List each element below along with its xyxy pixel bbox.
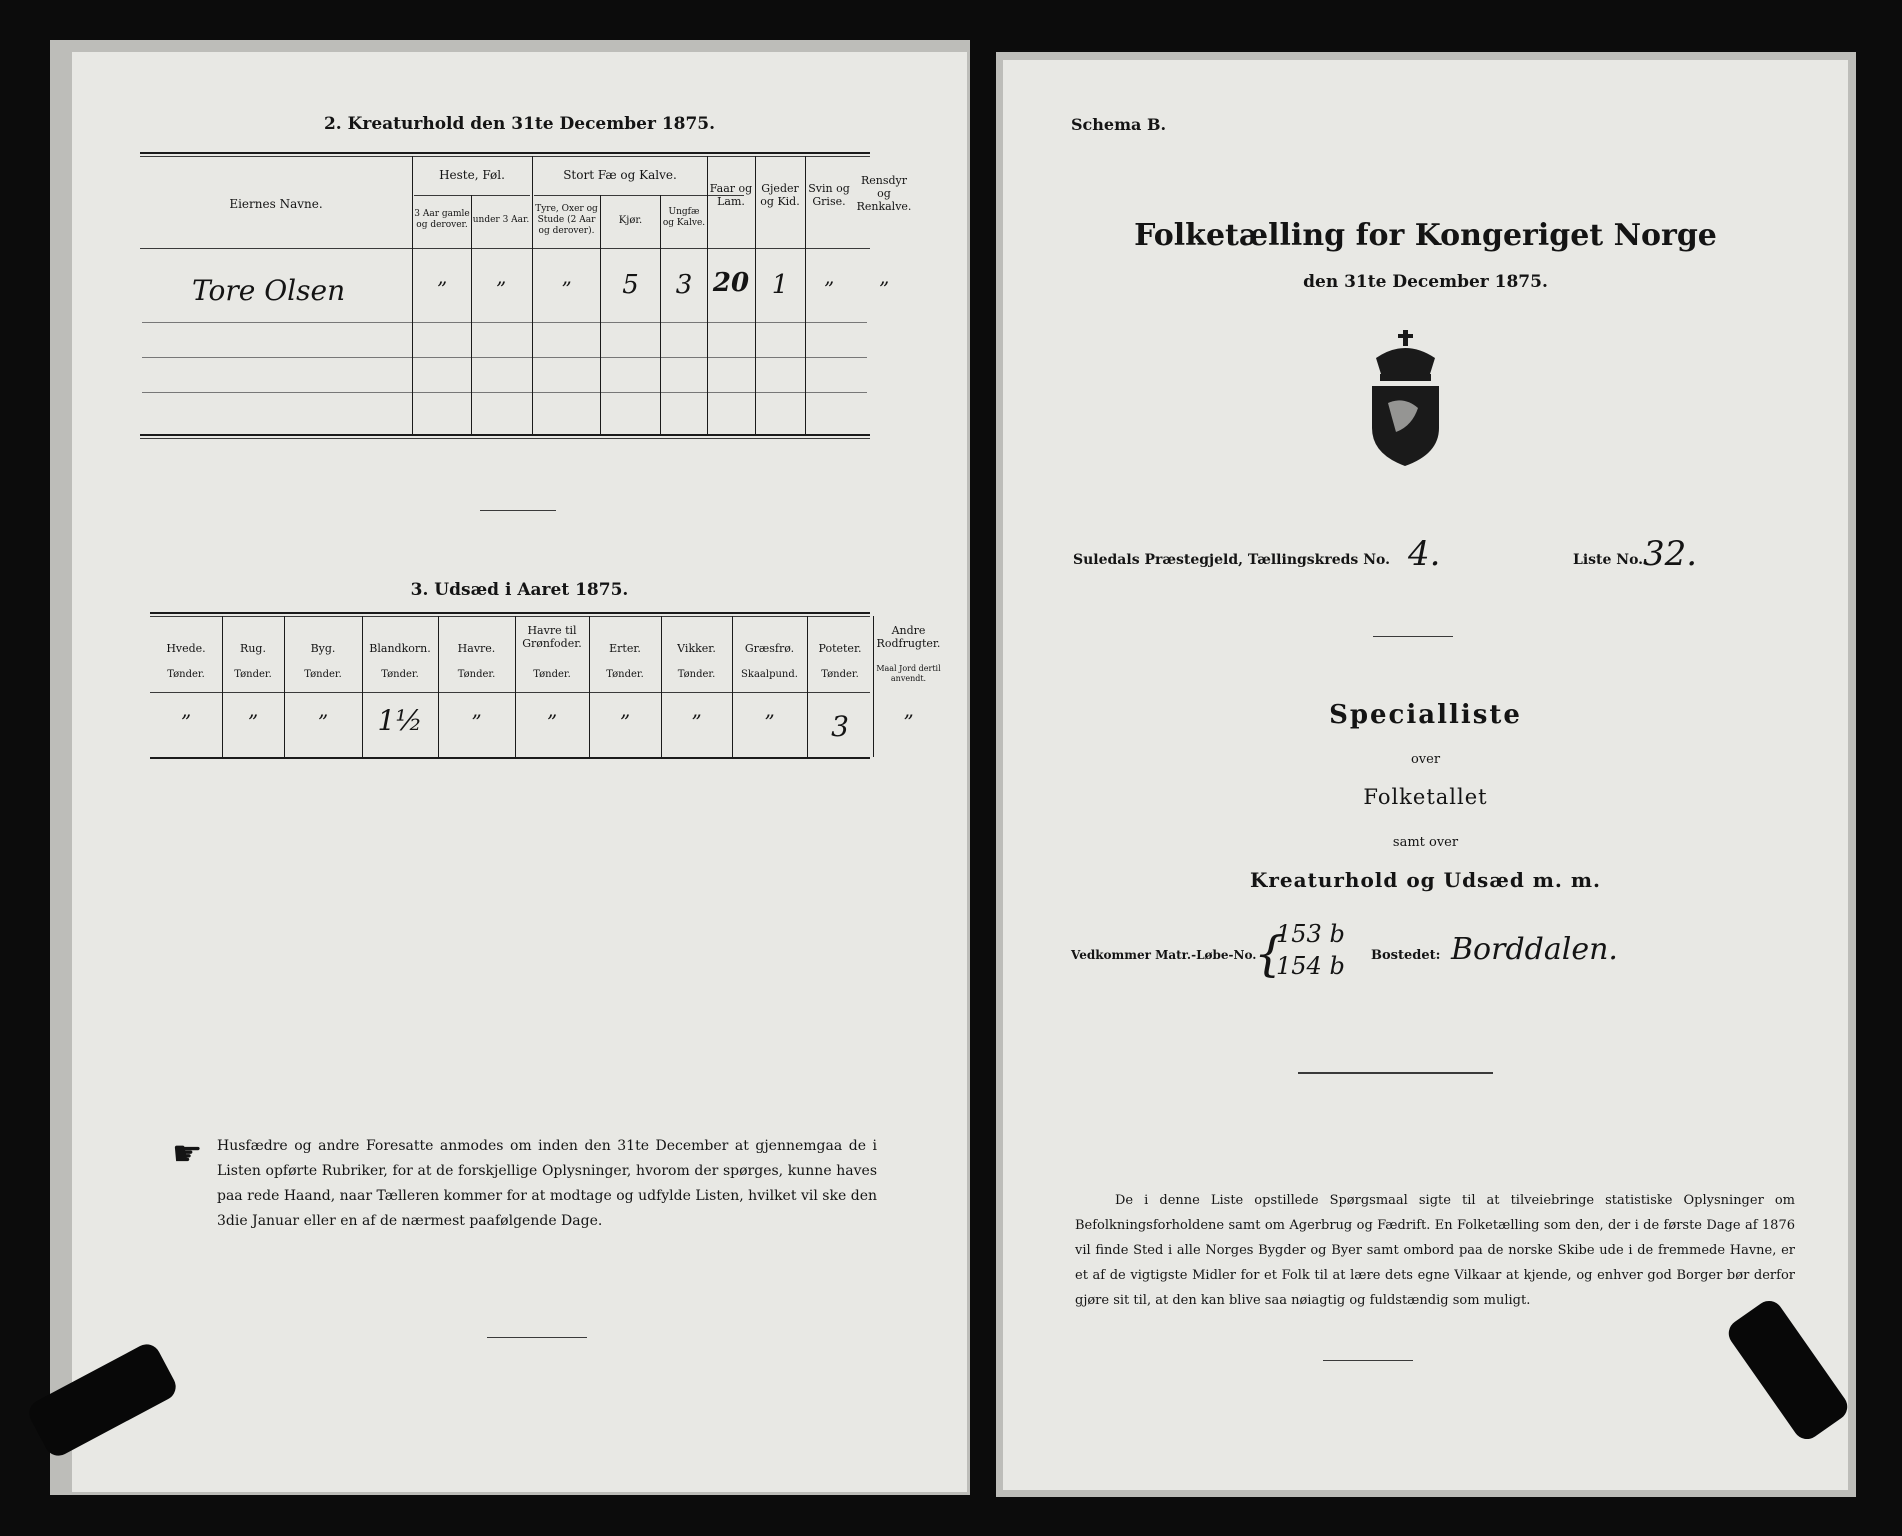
seed-header-8: Græsfrø. bbox=[744, 642, 795, 655]
seed-value-8: ” bbox=[764, 710, 775, 734]
value-goats: 1 bbox=[771, 270, 789, 300]
seed-header-5: Havre til Grønfoder. bbox=[522, 624, 582, 650]
seed-unit-5: Tønder. bbox=[533, 669, 571, 680]
bosted-label: Bostedet: bbox=[1371, 948, 1441, 963]
parish-line bbox=[1073, 534, 1833, 580]
matr-number-1: 153 b bbox=[1276, 920, 1345, 948]
seed-value-4: ” bbox=[471, 710, 482, 734]
seed-value-2: ” bbox=[317, 710, 329, 734]
header-horses-old: 3 Aar gamle og derover. bbox=[414, 209, 470, 230]
bosted-value: Borddalen. bbox=[1451, 932, 1618, 967]
section2-title: 2. Kreaturhold den 31te December 1875. bbox=[323, 114, 716, 134]
matr-label: Vedkommer Matr.-Løbe-No. bbox=[1071, 948, 1257, 962]
value-pigs: ” bbox=[823, 277, 835, 301]
seed-unit-10: Maal Jord dertil anvendt. bbox=[876, 664, 941, 683]
seed-header-7: Vikker. bbox=[677, 642, 716, 655]
parish-label: Suledals Præstegjeld, Tællingskreds No. bbox=[1073, 552, 1390, 568]
special-list-title: Specialliste bbox=[1329, 700, 1522, 730]
seed-header-4: Havre. bbox=[457, 642, 496, 655]
seed-unit-1: Tønder. bbox=[234, 669, 272, 680]
seed-unit-3: Tønder. bbox=[381, 669, 419, 680]
divider bbox=[480, 510, 556, 511]
seed-value-1: ” bbox=[247, 710, 259, 734]
title-divider bbox=[1373, 636, 1453, 637]
list-number: 32. bbox=[1643, 534, 1698, 574]
seed-value-9: 3 bbox=[831, 710, 849, 743]
census-date: den 31te December 1875. bbox=[1303, 272, 1548, 292]
seed-value-7: ” bbox=[691, 710, 702, 734]
seed-unit-7: Tønder. bbox=[677, 669, 716, 680]
header-owner: Eiernes Navne. bbox=[229, 197, 323, 211]
parish-number: 4. bbox=[1408, 534, 1441, 574]
seed-value-5: ” bbox=[546, 710, 558, 734]
header-goats: Gjeder og Kid. bbox=[760, 182, 800, 208]
seed-unit-6: Tønder. bbox=[606, 669, 644, 680]
value-horses-young: ” bbox=[495, 277, 507, 301]
seed-value-3: 1½ bbox=[377, 704, 423, 737]
coat-of-arms-icon bbox=[1358, 328, 1453, 468]
header-cattle-cows: Kjør. bbox=[618, 215, 643, 226]
value-cattle-cows: 5 bbox=[622, 270, 639, 300]
list-label: Liste No. bbox=[1573, 552, 1644, 568]
seed-value-10: ” bbox=[903, 710, 914, 734]
footer-text: De i denne Liste opstillede Spørgsmaal sigte til at tilveiebringe statistiske Oplysninger om Befolkningsforholdene samt om Agerbrug og Fædrift. En Folketælling som den, der i de første Dage af 1876 vil finde Sted i alle Norges Bygder og Byer samt ombord paa de norske Skibe ude i de fremmede Havne, er et af de vigtigste Midler for et Folk til at lære dets egne Vilkaar at kjende, og enhver god Borger bør derfor gjøre sit til, at den kan blive saa nøiagtig og fuldstændig som muligt. bbox=[1075, 1193, 1795, 1308]
value-cattle-calves: 3 bbox=[675, 270, 693, 300]
footer-divider bbox=[1323, 1360, 1413, 1361]
notice-text: Husfædre og andre Foresatte anmodes om inden den 31te December at gjennemgaa de i Listen opførte Rubriker, for at de forskjellige Oplysninger, hvorom der spørges, kunne haves paa rede Haand, naar Tælleren kommer for at modtage og udfylde Listen, hvilket vil ske den 3die Januar eller en af de nærmest paafølgende Dage. bbox=[217, 1138, 877, 1229]
header-reindeer: Rensdyr og Renkalve. bbox=[856, 174, 912, 213]
seed-unit-4: Tønder. bbox=[457, 669, 496, 680]
samt-over-text: samt over bbox=[1392, 835, 1459, 850]
seed-unit-2: Tønder. bbox=[304, 669, 342, 680]
section3-title: 3. Udsæd i Aaret 1875. bbox=[410, 580, 629, 600]
folketallet-title: Folketallet bbox=[1363, 785, 1488, 809]
value-cattle-bulls: ” bbox=[561, 277, 572, 301]
seed-unit-8: Skaalpund. bbox=[741, 669, 798, 680]
seed-value-6: ” bbox=[619, 710, 631, 734]
seed-header-0: Hvede. bbox=[166, 642, 206, 655]
seed-value-0: ” bbox=[180, 710, 192, 734]
owner-name: Tore Olsen bbox=[192, 274, 346, 307]
matr-brace: { bbox=[1254, 926, 1285, 982]
value-horses-old: ” bbox=[436, 277, 448, 301]
bottom-divider bbox=[487, 1337, 587, 1338]
header-cattle-bulls: Tyre, Oxer og Stude (2 Aar og derover). bbox=[535, 204, 598, 236]
value-sheep: 20 bbox=[712, 268, 750, 298]
value-reindeer: ” bbox=[878, 277, 890, 301]
livestock-seed-title: Kreaturhold og Udsæd m. m. bbox=[1250, 868, 1601, 892]
header-horses: Heste, Føl. bbox=[439, 168, 505, 182]
schema-label: Schema B. bbox=[1071, 115, 1167, 134]
seed-header-3: Blandkorn. bbox=[369, 642, 431, 655]
seed-header-6: Erter. bbox=[609, 642, 641, 655]
matr-line bbox=[1071, 920, 1841, 990]
census-title: Folketælling for Kongeriget Norge bbox=[1134, 218, 1717, 253]
seed-header-1: Rug. bbox=[240, 642, 266, 655]
matr-divider bbox=[1298, 1072, 1493, 1074]
over-text-1: over bbox=[1410, 752, 1441, 767]
pointing-hand-icon: ☛ bbox=[172, 1134, 203, 1174]
left-page bbox=[72, 52, 967, 1492]
seed-header-10: Andre Rodfrugter. bbox=[876, 624, 941, 650]
seed-unit-9: Tønder. bbox=[821, 669, 859, 680]
seed-unit-0: Tønder. bbox=[167, 669, 205, 680]
header-horses-young: under 3 Aar. bbox=[472, 215, 530, 225]
seed-header-2: Byg. bbox=[310, 642, 336, 655]
header-cattle: Stort Fæ og Kalve. bbox=[563, 168, 677, 182]
matr-number-2: 154 b bbox=[1276, 952, 1345, 980]
seed-header-9: Poteter. bbox=[818, 642, 862, 655]
header-sheep: Faar og Lam. bbox=[709, 182, 753, 208]
right-page bbox=[1003, 60, 1848, 1490]
header-pigs: Svin og Grise. bbox=[808, 182, 850, 208]
header-cattle-calves: Ungfæ og Kalve. bbox=[662, 207, 706, 228]
